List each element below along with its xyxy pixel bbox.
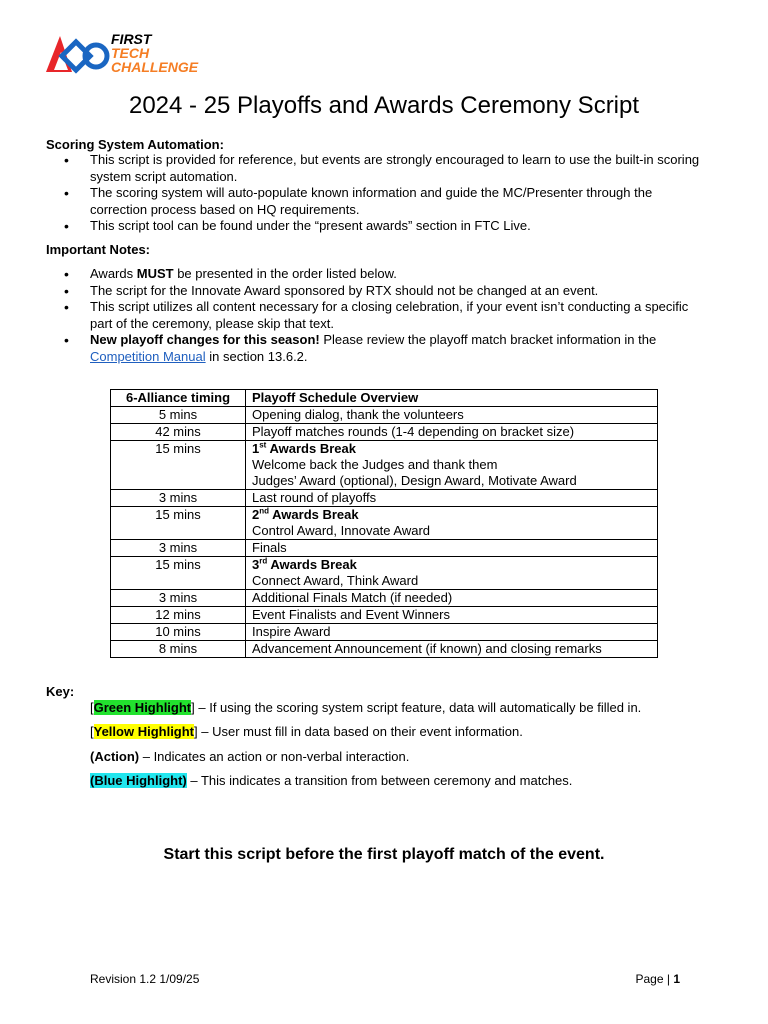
- page-title: 2024 - 25 Playoffs and Awards Ceremony Script: [128, 92, 640, 119]
- list-item: [64, 332, 704, 365]
- break-number: 2: [252, 507, 260, 522]
- table-row: [111, 607, 658, 624]
- new-changes-emphasis: New playoff changes for this season!: [90, 332, 320, 347]
- logo-first: FIRST: [111, 31, 152, 47]
- break-label: Awards Break: [269, 507, 359, 522]
- time-cell: 8 mins: [111, 641, 246, 658]
- desc-cell: [246, 557, 658, 590]
- must-emphasis: MUST: [136, 266, 174, 281]
- table-row: [111, 590, 658, 607]
- time-cell: 5 mins: [111, 407, 246, 424]
- desc-line: Judges’ Award (optional), Design Award, Motivate Award: [252, 473, 577, 488]
- desc-cell: Last round of playoffs: [246, 490, 658, 507]
- notes-list: [64, 266, 704, 365]
- list-item: • This script is provided for reference, but events are strongly encouraged to learn to use the built-in scoring system script automation.: [64, 152, 704, 185]
- table-row: [111, 641, 658, 658]
- time-cell: 3 mins: [111, 490, 246, 507]
- competition-manual-link[interactable]: Competition Manual: [90, 348, 206, 364]
- time-cell: 3 mins: [111, 590, 246, 607]
- green-highlight-label: Green Highlight: [93, 700, 192, 715]
- key-text: – Indicates an action or non-verbal interaction.: [139, 749, 410, 764]
- desc-line: Control Award, Innovate Award: [252, 523, 431, 538]
- time-cell: 42 mins: [111, 424, 246, 441]
- key-text: – If using the scoring system script feature, data will automatically be filled in.: [194, 700, 642, 715]
- time-cell: 15 mins: [111, 441, 246, 490]
- table-row: [111, 540, 658, 557]
- time-cell: 12 mins: [111, 607, 246, 624]
- logo-text: [111, 32, 198, 74]
- key-text: – This indicates a transition from between ceremony and matches.: [186, 773, 573, 788]
- column-header-timing: 6-Alliance timing: [111, 390, 246, 407]
- table-row: [111, 624, 658, 641]
- notes-heading: Important Notes:: [46, 242, 150, 257]
- list-item: [64, 266, 704, 283]
- key-heading: Key:: [46, 684, 75, 699]
- yellow-highlight-label: Yellow Highlight: [93, 724, 195, 739]
- table-row: [111, 507, 658, 540]
- table-row: [111, 424, 658, 441]
- desc-cell: Event Finalists and Event Winners: [246, 607, 658, 624]
- list-item: • The script for the Innovate Award sponsored by RTX should not be changed at an event.: [64, 283, 704, 300]
- break-ordinal: rd: [259, 556, 268, 566]
- time-cell: 10 mins: [111, 624, 246, 641]
- desc-cell: Advancement Announcement (if known) and closing remarks: [246, 641, 658, 658]
- break-number: 3: [252, 557, 260, 572]
- page-label: Page |: [635, 972, 674, 986]
- time-cell: 15 mins: [111, 507, 246, 540]
- scoring-list: [64, 152, 704, 235]
- break-ordinal: nd: [259, 506, 270, 516]
- table-header-row: [111, 390, 658, 407]
- table-row: [111, 441, 658, 490]
- break-label: Awards Break: [267, 557, 357, 572]
- desc-cell: Additional Finals Match (if needed): [246, 590, 658, 607]
- key-action: [90, 749, 409, 764]
- list-item: • This script tool can be found under the “present awards” section in FTC Live.: [64, 218, 704, 235]
- break-label: Awards Break: [266, 441, 356, 456]
- desc-cell: Inspire Award: [246, 624, 658, 641]
- start-instruction: Start this script before the first playoff match of the event.: [163, 846, 605, 863]
- table-row: [111, 557, 658, 590]
- key-yellow: [Yellow Highlight] – User must fill in data based on their event information.: [90, 724, 523, 739]
- desc-cell: [246, 441, 658, 490]
- break-ordinal: st: [259, 440, 267, 450]
- page-number-footer: [636, 972, 681, 986]
- desc-cell: Finals: [246, 540, 658, 557]
- time-cell: 3 mins: [111, 540, 246, 557]
- playoff-schedule-table: [110, 389, 658, 658]
- note-text: in section 13.6.2.: [205, 348, 308, 364]
- key-blue: [90, 773, 572, 788]
- logo-tech: TECH: [111, 45, 150, 61]
- awards-break-title: [252, 557, 651, 573]
- list-item: • This script utilizes all content necessary for a closing celebration, if your event isn’t conducting a specific part of the ceremony, please skip that text.: [64, 299, 704, 332]
- scoring-heading: Scoring System Automation:: [46, 137, 224, 152]
- break-number: 1: [252, 441, 260, 456]
- desc-line: Welcome back the Judges and thank them: [252, 457, 498, 472]
- revision-footer: Revision 1.2 1/09/25: [90, 972, 200, 986]
- page-number: 1: [673, 972, 680, 986]
- desc-line: Connect Award, Think Award: [252, 573, 419, 588]
- blue-highlight-label: (Blue Highlight): [90, 773, 187, 788]
- note-text: Please review the playoff match bracket information in the: [319, 332, 657, 347]
- table-row: [111, 407, 658, 424]
- list-item: • The scoring system will auto-populate known information and guide the MC/Presenter through the correction process based on HQ requirements.: [64, 185, 704, 218]
- note-text: Awards: [90, 266, 137, 281]
- table-row: [111, 490, 658, 507]
- desc-cell: [246, 507, 658, 540]
- time-cell: 15 mins: [111, 557, 246, 590]
- action-label: (Action): [90, 749, 140, 764]
- desc-cell: Opening dialog, thank the volunteers: [246, 407, 658, 424]
- awards-break-title: [252, 507, 651, 523]
- note-text: be presented in the order listed below.: [173, 266, 397, 281]
- key-green: [Green Highlight] – If using the scoring system script feature, data will automatically be filled in.: [90, 700, 642, 715]
- logo-challenge: CHALLENGE: [111, 59, 199, 75]
- desc-cell: Playoff matches rounds (1-4 depending on bracket size): [246, 424, 658, 441]
- key-text: – User must fill in data based on their event information.: [197, 724, 523, 739]
- awards-break-title: [252, 441, 651, 457]
- column-header-overview: Playoff Schedule Overview: [246, 390, 658, 407]
